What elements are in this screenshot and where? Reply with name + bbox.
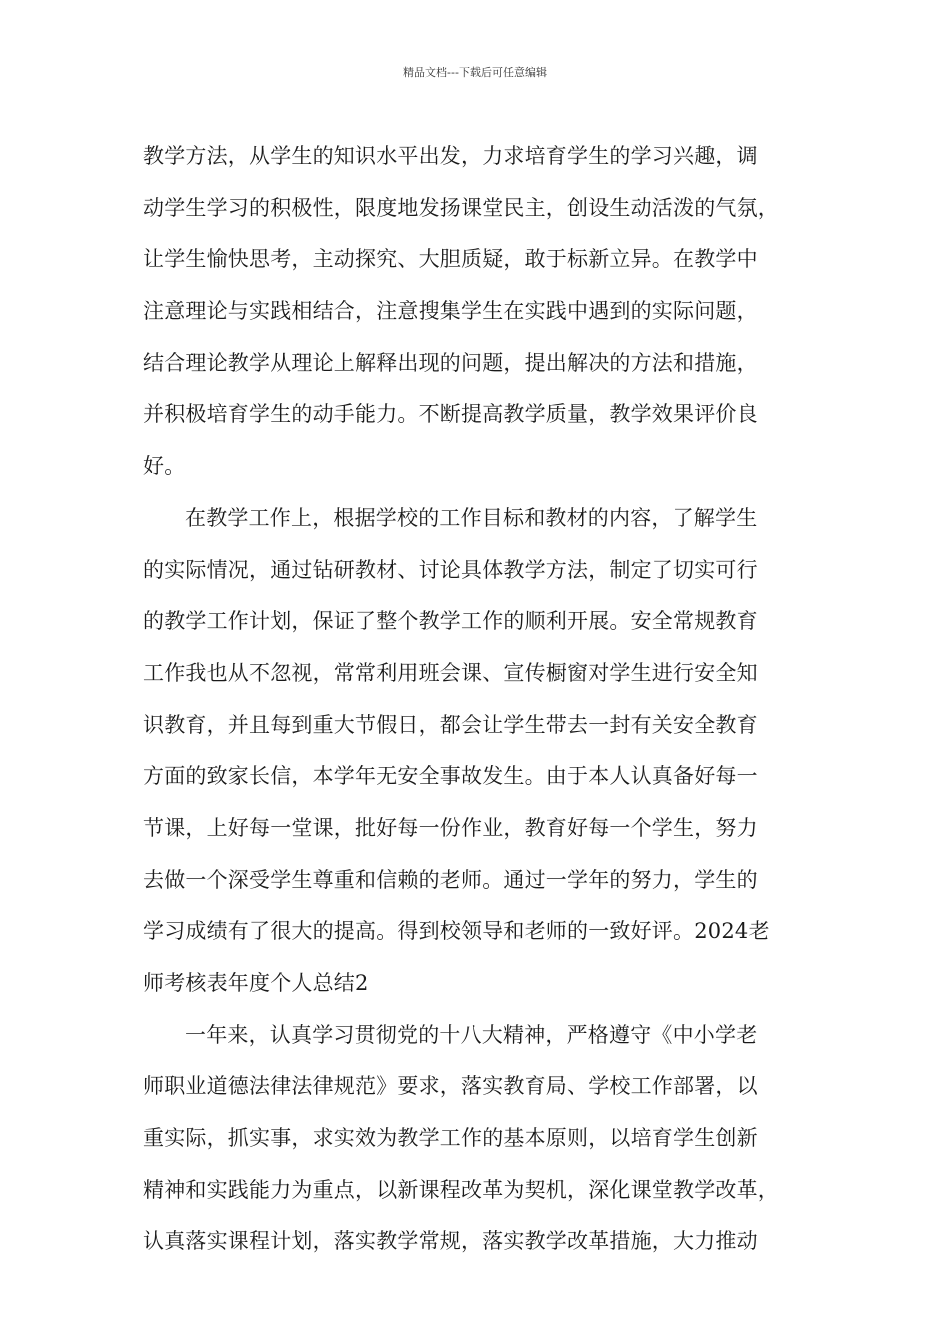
text-line: 节课，上好每一堂课，批好每一份作业，教育好每一个学生，努力 bbox=[143, 815, 758, 840]
text-line: 结合理论教学从理论上解释出现的问题，提出解决的方法和措施， bbox=[143, 350, 758, 375]
text-line: 注意理论与实践相结合，注意搜集学生在实践中遇到的实际问题， bbox=[143, 299, 758, 324]
text-line: 的实际情况，通过钻研教材、讨论具体教学方法，制定了切实可行 bbox=[143, 557, 758, 582]
text-line: 方面的致家长信，本学年无安全事故发生。由于本人认真备好每一 bbox=[143, 764, 758, 789]
text-line: 认真落实课程计划，落实教学常规，落实教学改革措施，大力推动 bbox=[143, 1229, 758, 1254]
text-line: 师考核表年度个人总结2 bbox=[143, 971, 369, 995]
paragraph-3 bbox=[143, 1010, 815, 1268]
text-line: 去做一个深受学生尊重和信赖的老师。通过一学年的努力，学生的 bbox=[143, 867, 758, 892]
text-line: 在教学工作上，根据学校的工作目标和教材的内容，了解学生 bbox=[185, 505, 758, 530]
text-line: 识教育，并且每到重大节假日，都会让学生带去一封有关安全教育 bbox=[143, 712, 758, 737]
paragraph-2 bbox=[143, 493, 815, 1010]
text-line: 教学方法，从学生的知识水平出发，力求培育学生的学习兴趣，调 bbox=[143, 144, 758, 168]
text-line: 学习成绩有了很大的提高。得到校领导和老师的一致好评。2024老 bbox=[143, 919, 770, 944]
text-line: 并积极培育学生的动手能力。不断提高教学质量，教学效果评价良 bbox=[143, 402, 758, 427]
text-line: 精神和实践能力为重点，以新课程改革为契机，深化课堂教学改革， bbox=[143, 1177, 779, 1202]
paragraph-1 bbox=[143, 131, 815, 493]
text-line: 的教学工作计划，保证了整个教学工作的顺利开展。安全常规教育 bbox=[143, 609, 758, 634]
text-line: 一年来，认真学习贯彻党的十八大精神，严格遵守《中小学老 bbox=[185, 1022, 758, 1047]
document-body bbox=[143, 131, 815, 1268]
text-line: 让学生愉快思考，主动探究、大胆质疑，敢于标新立异。在教学中 bbox=[143, 247, 758, 272]
text-line: 重实际，抓实事，求实效为教学工作的基本原则，以培育学生创新 bbox=[143, 1126, 758, 1151]
text-line: 动学生学习的积极性，限度地发扬课堂民主，创设生动活泼的气氛， bbox=[143, 195, 779, 220]
text-line: 工作我也从不忽视，常常利用班会课、宣传橱窗对学生进行安全知 bbox=[143, 660, 758, 685]
page-header: 精品文档---下载后可任意编辑 bbox=[403, 66, 547, 79]
text-line: 好。 bbox=[143, 454, 186, 479]
text-line: 师职业道德法律法律规范》要求，落实教育局、学校工作部署，以 bbox=[143, 1074, 758, 1099]
